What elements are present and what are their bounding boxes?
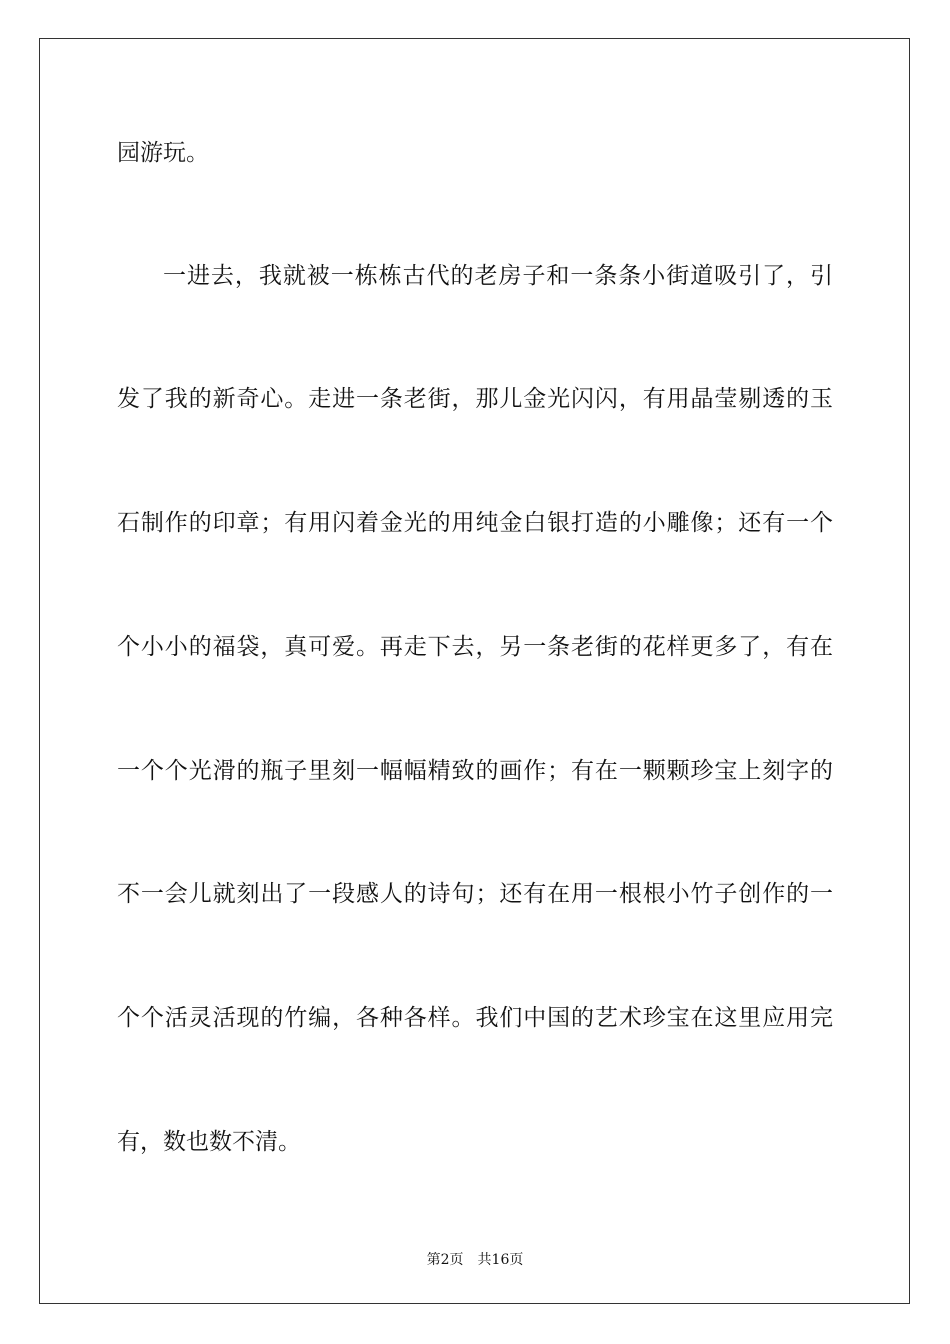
text-line: 一个个光滑的瓶子里刻一幅幅精致的画作；有在一颗颗珍宝上刻字的 xyxy=(117,758,833,784)
text-line: 个个活灵活现的竹编，各种各样。我们中国的艺术珍宝在这里应用完 xyxy=(117,1005,833,1031)
text-line: 石制作的印章；有用闪着金光的用纯金白银打造的小雕像；还有一个 xyxy=(117,510,833,536)
page-number: 第2页 xyxy=(426,1252,464,1268)
text-line: 有，数也数不清。 xyxy=(117,1129,301,1155)
page-border xyxy=(39,38,910,1304)
text-line: 不一会儿就刻出了一段感人的诗句；还有在用一根根小竹子创作的一 xyxy=(117,881,833,907)
text-line: 个小小的福袋，真可爱。再走下去，另一条老街的花样更多了，有在 xyxy=(117,634,833,660)
paragraph-first-line: 一进去，我就被一栋栋古代的老房子和一条条小街道吸引了，引 xyxy=(163,263,833,289)
text-line: 发了我的新奇心。走进一条老街，那儿金光闪闪，有用晶莹剔透的玉 xyxy=(117,386,833,412)
page-total: 共16页 xyxy=(477,1252,524,1268)
text-line: 园游玩。 xyxy=(117,140,209,166)
page-footer xyxy=(0,1249,950,1269)
